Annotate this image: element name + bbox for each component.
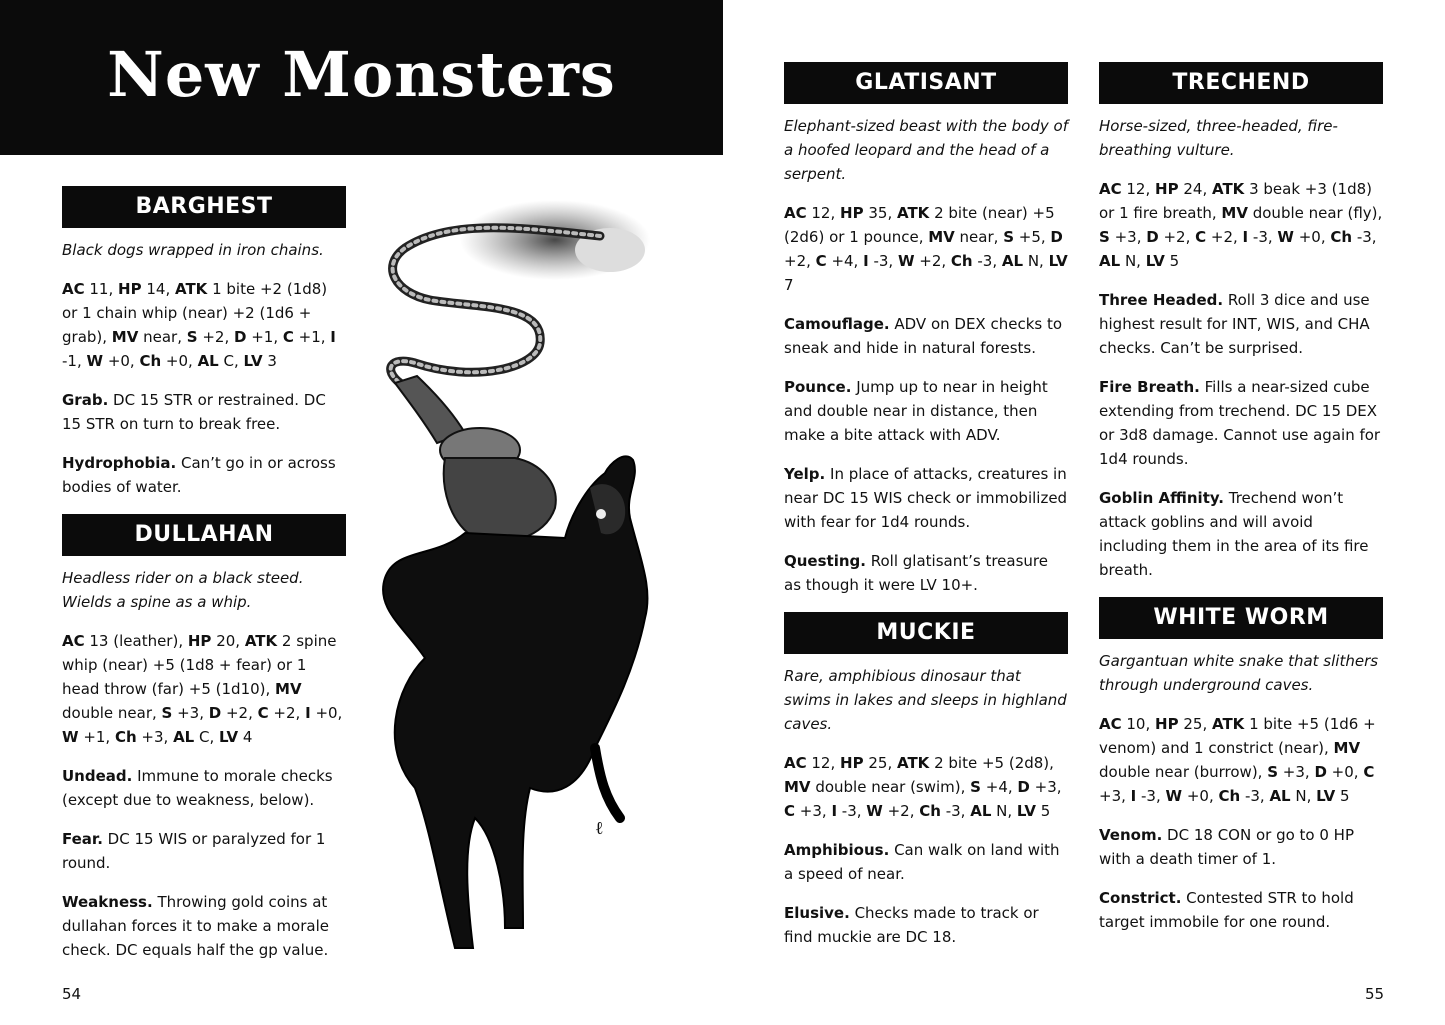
stat-label: ATK: [1212, 180, 1245, 198]
stat-label: MV: [1333, 739, 1361, 757]
stat-value: -3,: [868, 252, 898, 270]
stat-value: N,: [1120, 252, 1146, 270]
stat-value: -3,: [1248, 228, 1278, 246]
stat-label: AC: [784, 204, 807, 222]
monster-dullahan: [62, 514, 346, 962]
stat-value: 12,: [806, 204, 841, 222]
stat-value: N,: [991, 802, 1017, 820]
stat-label: HP: [187, 632, 212, 650]
stat-label: Ch: [1330, 228, 1353, 246]
trait-name: Grab.: [62, 391, 109, 409]
stat-value: +3,: [1099, 787, 1131, 805]
stat-value: -3,: [940, 802, 971, 820]
stat-label: ATK: [897, 204, 930, 222]
stat-label: Ch: [139, 352, 162, 370]
stat-label: S: [186, 328, 198, 346]
trait: [62, 451, 346, 499]
stat-label: S: [970, 778, 981, 796]
stat-value: +3,: [1029, 778, 1062, 796]
column-right: [1099, 62, 1383, 949]
stat-label: AC: [1099, 715, 1122, 733]
stat-value: +2,: [197, 328, 234, 346]
monster-header: BARGHEST: [62, 186, 346, 228]
stat-value: -3,: [1136, 787, 1166, 805]
column-middle: [784, 62, 1068, 964]
trait: [784, 375, 1068, 447]
stat-value: +4,: [826, 252, 864, 270]
stat-value: +2,: [784, 252, 816, 270]
trait: [784, 838, 1068, 886]
stat-value: +1,: [78, 728, 115, 746]
trait-name: Fear.: [62, 830, 103, 848]
trait-name: Amphibious.: [784, 841, 890, 859]
stat-value: +5,: [1014, 228, 1051, 246]
stat-label: W: [86, 352, 104, 370]
stat-block: [62, 277, 346, 373]
stat-value: -3,: [837, 802, 867, 820]
stat-value: +3,: [136, 728, 174, 746]
stat-label: LV: [1048, 252, 1068, 270]
stat-value: near,: [954, 228, 1004, 246]
stat-label: W: [866, 802, 883, 820]
stat-label: I: [863, 252, 869, 270]
stat-value: 25,: [1178, 715, 1212, 733]
stat-label: W: [62, 728, 79, 746]
stat-value: +0,: [1293, 228, 1331, 246]
stat-label: D: [208, 704, 222, 722]
stat-value: C,: [218, 352, 244, 370]
stat-value: +0,: [161, 352, 198, 370]
monster-description: Gargantuan white snake that slithers through underground caves.: [1099, 652, 1379, 694]
trait: [784, 901, 1068, 949]
stat-label: S: [161, 704, 173, 722]
trait: [784, 549, 1068, 597]
stat-value: C,: [194, 728, 220, 746]
stat-label: AC: [62, 632, 85, 650]
stat-label: I: [1130, 787, 1137, 805]
stat-value: +3,: [795, 802, 832, 820]
trait-text: DC 15 WIS or paralyzed for 1 round.: [62, 830, 326, 872]
page-number-right: 55: [1365, 985, 1385, 1003]
stat-label: I: [330, 328, 336, 346]
stat-label: W: [1165, 787, 1183, 805]
stat-block: [62, 629, 346, 749]
stat-value: +2,: [268, 704, 306, 722]
stat-label: D: [1314, 763, 1327, 781]
stat-label: Ch: [919, 802, 941, 820]
stat-label: Ch: [1218, 787, 1241, 805]
trait-name: Questing.: [784, 552, 866, 570]
trait: [1099, 823, 1383, 871]
stat-value: double near (swim),: [810, 778, 971, 796]
stat-label: D: [1017, 778, 1030, 796]
trait-text: ADV on DEX checks to sneak and hide in natural forests.: [784, 315, 1063, 357]
stat-label: AC: [784, 754, 807, 772]
trait-text: Can’t go in or across bodies of water.: [62, 454, 336, 496]
stat-value: -3,: [1352, 228, 1377, 246]
stat-label: MV: [275, 680, 302, 698]
trait: [784, 462, 1068, 534]
trait-name: Yelp.: [784, 465, 826, 483]
stat-label: D: [233, 328, 247, 346]
stat-value: 12,: [806, 754, 841, 772]
trait-text: Can walk on land with a speed of near.: [784, 841, 1060, 883]
stat-label: C: [1195, 228, 1207, 246]
monster-description: Elephant-sized beast with the body of a hoofed leopard and the head of a serpent.: [784, 117, 1068, 183]
stat-label: C: [784, 802, 796, 820]
trait-text: Trechend won’t attack goblins and will avoid including them in the area of its fire breath.: [1099, 489, 1369, 579]
stat-value: +0,: [310, 704, 343, 722]
stat-label: MV: [1221, 204, 1248, 222]
stat-label: ATK: [175, 280, 208, 298]
stat-value: +2,: [1206, 228, 1243, 246]
stat-value: 3 beak +3 (1d8) or 1 fire breath,: [1099, 180, 1372, 222]
stat-value: 7: [784, 276, 794, 294]
stat-value: +1,: [293, 328, 331, 346]
stat-value: 12,: [1121, 180, 1156, 198]
trait: [62, 827, 346, 875]
stat-block: [1099, 712, 1383, 808]
trait-text: Roll 3 dice and use highest result for INT, WIS, and CHA checks. Can’t be surprised.: [1099, 291, 1370, 357]
dullahan-illustration: [355, 188, 665, 968]
stat-label: I: [305, 704, 311, 722]
stat-value: +3,: [1278, 763, 1315, 781]
stat-label: C: [815, 252, 827, 270]
stat-value: +4,: [980, 778, 1018, 796]
trait: [1099, 288, 1383, 360]
stat-label: MV: [928, 228, 955, 246]
stat-value: 4: [238, 728, 253, 746]
stat-block: [1099, 177, 1383, 273]
stat-value: 1 bite +5 (1d6 + venom) and 1 constrict (near),: [1099, 715, 1376, 757]
trait: [1099, 375, 1383, 471]
trait-name: Undead.: [62, 767, 133, 785]
monster-glatisant: [784, 62, 1068, 597]
stat-value: +2,: [914, 252, 951, 270]
trait-text: Immune to morale checks (except due to weakness, below).: [62, 767, 333, 809]
trait: [1099, 486, 1383, 582]
stat-value: -3,: [972, 252, 1002, 270]
stat-label: D: [1050, 228, 1063, 246]
trait-name: Weakness.: [62, 893, 153, 911]
stat-label: AL: [970, 802, 992, 820]
trait-text: Roll glatisant’s treasure as though it were LV 10+.: [784, 552, 1048, 594]
stat-label: LV: [1016, 802, 1037, 820]
stat-value: +1,: [246, 328, 283, 346]
stat-value: N,: [1290, 787, 1317, 805]
trait-text: Contested STR to hold target immobile for one round.: [1099, 889, 1354, 931]
stat-label: HP: [1155, 715, 1179, 733]
monster-description: Black dogs wrapped in iron chains.: [62, 241, 324, 259]
stat-value: N,: [1023, 252, 1049, 270]
stat-label: AL: [1001, 252, 1024, 270]
stat-label: I: [1242, 228, 1249, 246]
monster-muckie: [784, 612, 1068, 949]
stat-value: double near,: [62, 704, 162, 722]
stat-value: 1 bite +2 (1d8) or 1 chain whip (near) +2 (1d6 + grab),: [62, 280, 328, 346]
stat-block: [784, 201, 1068, 297]
stat-label: AC: [62, 280, 85, 298]
stat-value: +3,: [172, 704, 209, 722]
stat-label: Ch: [114, 728, 137, 746]
monster-header: TRECHEND: [1099, 62, 1383, 104]
trait-name: Fire Breath.: [1099, 378, 1200, 396]
trait-name: Pounce.: [784, 378, 852, 396]
stat-value: 2 bite (near) +5 (2d6) or 1 pounce,: [784, 204, 1055, 246]
stat-label: S: [1099, 228, 1110, 246]
stat-label: LV: [219, 728, 239, 746]
stat-value: -3,: [1240, 787, 1270, 805]
trait: [784, 312, 1068, 360]
stat-label: W: [897, 252, 915, 270]
stat-value: +0,: [1182, 787, 1219, 805]
monster-description: Horse-sized, three-headed, fire-breathing vulture.: [1099, 117, 1338, 159]
trait-name: Camouflage.: [784, 315, 890, 333]
headless-horseman-icon: [355, 188, 665, 968]
stat-label: AL: [197, 352, 219, 370]
stat-value: 14,: [141, 280, 175, 298]
stat-label: C: [282, 328, 294, 346]
stat-label: W: [1277, 228, 1294, 246]
monster-header: GLATISANT: [784, 62, 1068, 104]
trait: [1099, 886, 1383, 934]
monster-header: DULLAHAN: [62, 514, 346, 556]
trait-text: In place of attacks, creatures in near DC 15 WIS check or immobilized with fear for 1d4 rounds.: [784, 465, 1068, 531]
stat-label: ATK: [897, 754, 930, 772]
stat-value: -1,: [62, 352, 87, 370]
trait: [62, 890, 346, 962]
stat-label: S: [1003, 228, 1014, 246]
stat-label: AL: [1099, 252, 1121, 270]
stat-label: C: [1363, 763, 1375, 781]
trait-text: Throwing gold coins at dullahan forces it to make a morale check. DC equals half the gp value.: [62, 893, 329, 959]
stat-value: +0,: [103, 352, 140, 370]
monster-description: Rare, amphibious dinosaur that swims in lakes and sleeps in highland caves.: [784, 667, 1067, 733]
stat-value: double near (burrow),: [1099, 763, 1268, 781]
stat-label: LV: [1145, 252, 1165, 270]
stat-label: HP: [1155, 180, 1179, 198]
monster-header: MUCKIE: [784, 612, 1068, 654]
trait-text: DC 15 STR or restrained. DC 15 STR on turn to break free.: [62, 391, 326, 433]
stat-value: 5: [1036, 802, 1051, 820]
stat-label: AL: [173, 728, 195, 746]
stat-label: MV: [111, 328, 139, 346]
stat-value: +3,: [1109, 228, 1147, 246]
stat-label: I: [831, 802, 838, 820]
stat-label: AL: [1269, 787, 1291, 805]
monster-header: WHITE WORM: [1099, 597, 1383, 639]
stat-value: 3: [262, 352, 277, 370]
stat-value: 11,: [84, 280, 119, 298]
monster-trechend: [1099, 62, 1383, 582]
stat-label: HP: [118, 280, 142, 298]
trait-name: Venom.: [1099, 826, 1163, 844]
monster-description: Headless rider on a black steed. Wields a spine as a whip.: [62, 569, 304, 611]
stat-label: D: [1146, 228, 1159, 246]
stat-value: +0,: [1326, 763, 1364, 781]
stat-block: [784, 751, 1068, 823]
trait-name: Hydrophobia.: [62, 454, 177, 472]
stat-label: S: [1267, 763, 1279, 781]
stat-value: +2,: [882, 802, 920, 820]
trait: [62, 388, 346, 436]
trait-name: Elusive.: [784, 904, 850, 922]
stat-value: 13 (leather),: [84, 632, 188, 650]
stat-value: 20,: [211, 632, 245, 650]
stat-label: Ch: [950, 252, 973, 270]
stat-label: AC: [1099, 180, 1122, 198]
stat-value: +2,: [1158, 228, 1196, 246]
stat-label: C: [257, 704, 269, 722]
trait-name: Goblin Affinity.: [1099, 489, 1224, 507]
stat-value: 24,: [1178, 180, 1212, 198]
trait-name: Constrict.: [1099, 889, 1182, 907]
stat-value: +2,: [221, 704, 258, 722]
stat-label: ATK: [1212, 715, 1245, 733]
stat-label: MV: [784, 778, 811, 796]
stat-value: 10,: [1121, 715, 1156, 733]
stat-value: 35,: [863, 204, 897, 222]
trait: [62, 764, 346, 812]
monster-barghest: [62, 186, 346, 499]
trait-text: DC 18 CON or go to 0 HP with a death timer of 1.: [1099, 826, 1355, 868]
stat-value: 25,: [863, 754, 897, 772]
stat-label: HP: [840, 204, 864, 222]
stat-value: 2 spine whip (near) +5 (1d8 + fear) or 1 head throw (far) +5 (1d10),: [62, 632, 337, 698]
trait-text: Jump up to near in height and double near in distance, then make a bite attack with ADV.: [784, 378, 1048, 444]
stat-label: LV: [1316, 787, 1336, 805]
stat-label: HP: [840, 754, 864, 772]
stat-value: 2 bite +5 (2d8),: [929, 754, 1054, 772]
monster-white-worm: [1099, 597, 1383, 934]
trait-text: Fills a near-sized cube extending from trechend. DC 15 DEX or 3d8 damage. Cannot use again for 1d4 rounds.: [1099, 378, 1381, 468]
trait-text: Checks made to track or find muckie are DC 18.: [784, 904, 1039, 946]
page-number-left: 54: [62, 985, 82, 1003]
stat-value: near,: [138, 328, 187, 346]
column-left: [62, 186, 346, 977]
trait-name: Three Headed.: [1099, 291, 1224, 309]
stat-value: double near (fly),: [1247, 204, 1383, 222]
stat-value: 5: [1164, 252, 1180, 270]
page-title: New Monsters: [107, 38, 616, 111]
stat-label: LV: [243, 352, 263, 370]
svg-text:ℓ: ℓ: [595, 818, 604, 839]
stat-value: 5: [1335, 787, 1350, 805]
stat-label: ATK: [244, 632, 278, 650]
